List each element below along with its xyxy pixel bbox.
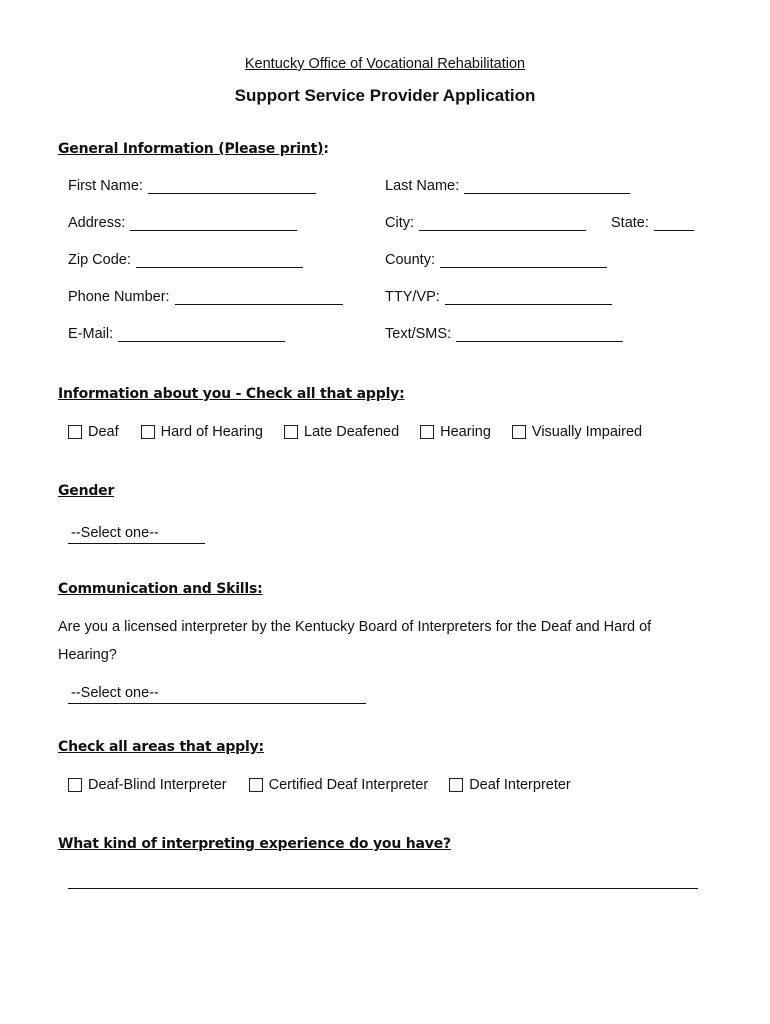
- first-name-input[interactable]: [148, 179, 316, 194]
- last-name-input[interactable]: [464, 179, 630, 194]
- checkbox-deaf-blind-interpreter[interactable]: [68, 777, 227, 793]
- county-input[interactable]: [440, 253, 607, 268]
- checkbox-label: Hard of Hearing: [160, 424, 263, 440]
- about-you-checkboxes: [68, 424, 642, 440]
- checkbox-certified-deaf-interpreter[interactable]: [249, 777, 429, 793]
- general-info-heading-colon: :: [323, 141, 329, 157]
- areas-checkboxes: [68, 777, 571, 793]
- last-name-label: Last Name:: [385, 178, 460, 194]
- checkbox-icon[interactable]: [141, 425, 155, 439]
- checkbox-deaf-interpreter[interactable]: [449, 777, 571, 793]
- experience-input[interactable]: [68, 888, 698, 889]
- tty-field: [385, 289, 612, 305]
- office-name: Kentucky Office of Vocational Rehabilitation: [244, 56, 526, 72]
- checkbox-label: Certified Deaf Interpreter: [268, 777, 429, 793]
- checkbox-label: Late Deafened: [304, 424, 400, 440]
- checkbox-icon[interactable]: [249, 778, 263, 792]
- checkbox-label: Deaf: [88, 424, 119, 440]
- licensed-interpreter-select[interactable]: --Select one--: [68, 685, 366, 704]
- county-label: County:: [385, 252, 435, 268]
- checkbox-icon[interactable]: [68, 778, 82, 792]
- page-title: Support Service Provider Application: [234, 86, 536, 105]
- city-label: City:: [385, 215, 414, 231]
- zip-input[interactable]: [136, 253, 303, 268]
- text-sms-label: Text/SMS:: [385, 326, 452, 342]
- general-info-heading: [58, 141, 329, 157]
- email-input[interactable]: [118, 327, 285, 342]
- gender-heading: Gender: [58, 483, 115, 499]
- address-label: Address:: [68, 215, 126, 231]
- zip-field: [68, 252, 303, 268]
- phone-field: [68, 289, 343, 305]
- checkbox-label: Deaf-Blind Interpreter: [88, 777, 227, 793]
- first-name-label: First Name:: [68, 178, 143, 194]
- interpreter-question-line1: Are you a licensed interpreter by the Kentucky Board of Interpreters for the Deaf and Hard of: [58, 619, 652, 635]
- checkbox-label: Deaf Interpreter: [469, 777, 571, 793]
- email-field: [68, 326, 285, 342]
- first-name-field: [68, 178, 316, 194]
- email-label: E-Mail:: [68, 326, 114, 342]
- address-field: [68, 215, 297, 231]
- experience-heading: What kind of interpreting experience do you have?: [58, 836, 451, 852]
- checkbox-late-deafened[interactable]: [284, 424, 399, 440]
- city-input[interactable]: [419, 216, 586, 231]
- interpreter-question-line2: Hearing?: [58, 647, 117, 663]
- county-field: [385, 252, 607, 268]
- checkbox-icon[interactable]: [420, 425, 434, 439]
- areas-heading: Check all areas that apply:: [58, 739, 264, 755]
- interpreter-question: [58, 613, 748, 669]
- state-label: State:: [611, 215, 649, 231]
- checkbox-visually-impaired[interactable]: [512, 424, 642, 440]
- gender-select[interactable]: --Select one--: [68, 525, 205, 544]
- about-you-heading: Information about you - Check all that apply:: [58, 386, 405, 402]
- checkbox-label: Hearing: [440, 424, 491, 440]
- text-sms-input[interactable]: [456, 327, 623, 342]
- checkbox-icon[interactable]: [284, 425, 298, 439]
- last-name-field: [385, 178, 630, 194]
- state-field: [611, 215, 694, 231]
- checkbox-label: Visually Impaired: [531, 424, 643, 440]
- text-sms-field: [385, 326, 623, 342]
- checkbox-hard-of-hearing[interactable]: [141, 424, 263, 440]
- phone-label: Phone Number:: [68, 289, 170, 305]
- checkbox-deaf[interactable]: [68, 424, 119, 440]
- checkbox-hearing[interactable]: [420, 424, 491, 440]
- checkbox-icon[interactable]: [449, 778, 463, 792]
- tty-input[interactable]: [445, 290, 612, 305]
- checkbox-icon[interactable]: [512, 425, 526, 439]
- zip-label: Zip Code:: [68, 252, 131, 268]
- communication-heading: Communication and Skills:: [58, 581, 263, 597]
- tty-label: TTY/VP:: [385, 289, 440, 305]
- phone-input[interactable]: [175, 290, 343, 305]
- city-field: [385, 215, 586, 231]
- address-input[interactable]: [130, 216, 297, 231]
- general-info-heading-text: General Information (Please print): [58, 141, 324, 157]
- checkbox-icon[interactable]: [68, 425, 82, 439]
- state-input[interactable]: [654, 216, 694, 231]
